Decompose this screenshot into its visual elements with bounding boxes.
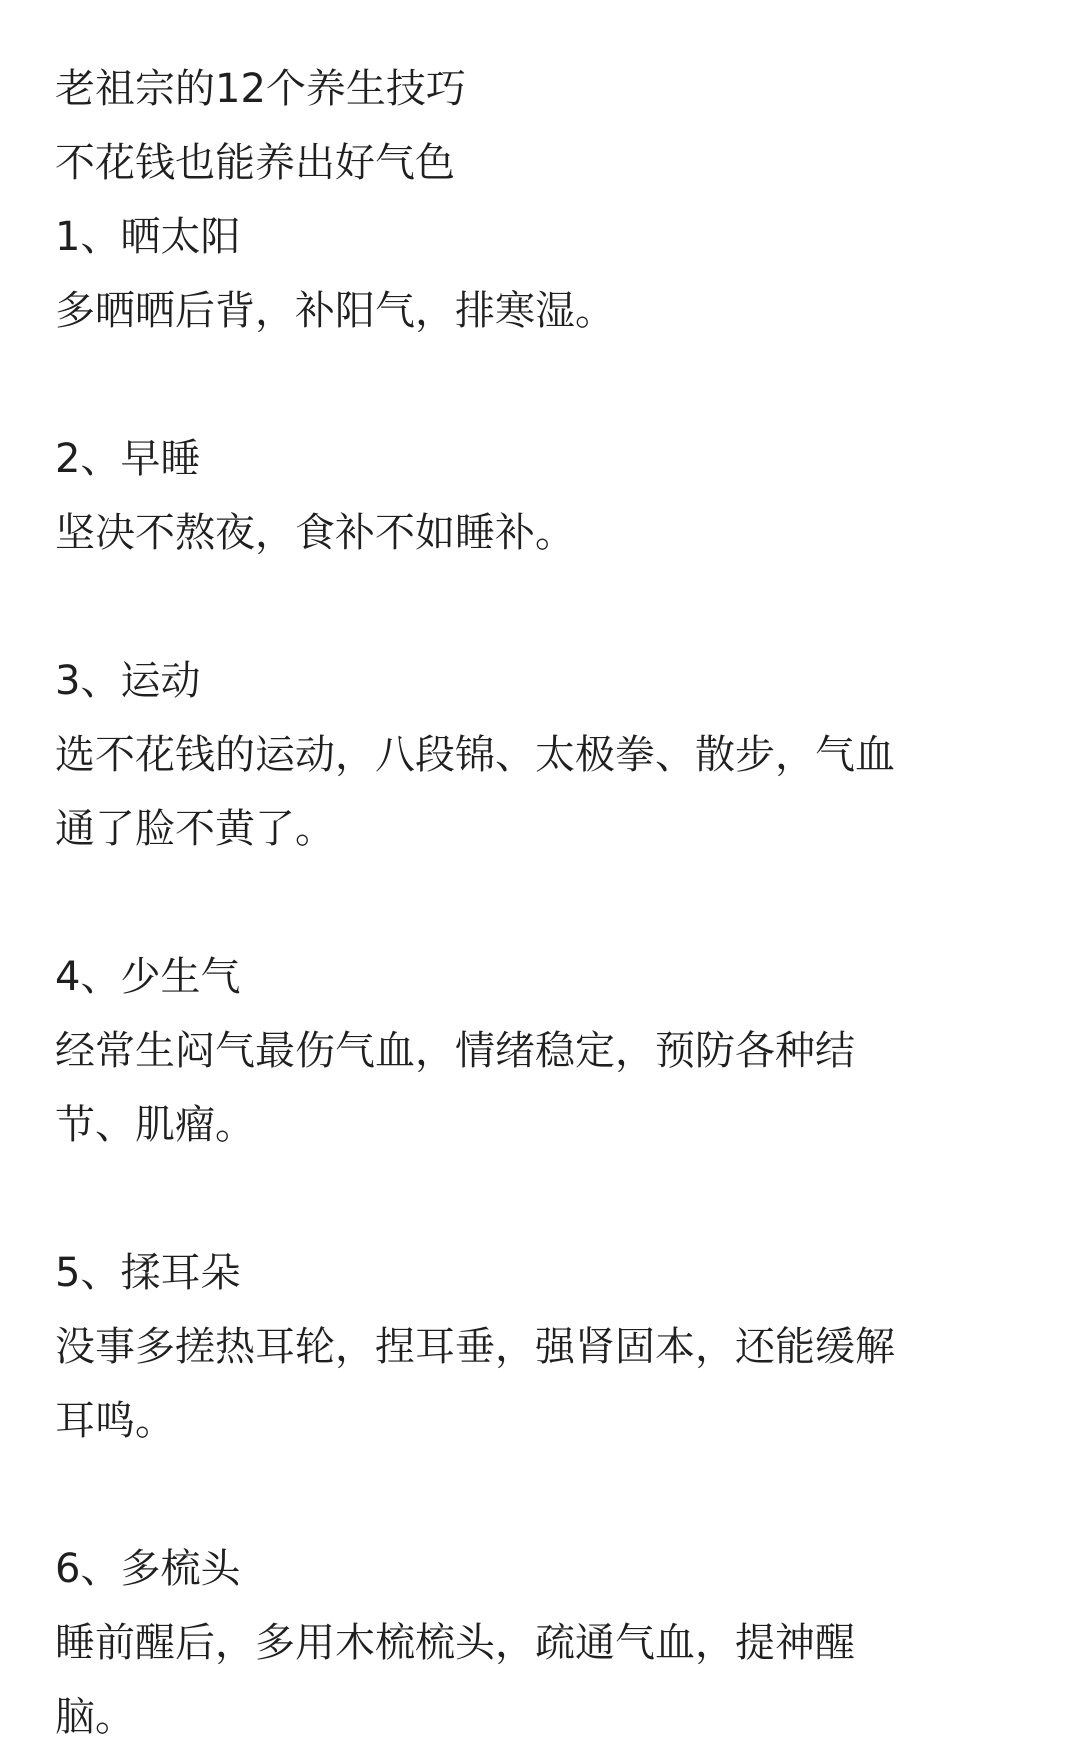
- tip-text: 多晒晒后背，补阳气，排寒湿。: [55, 288, 615, 334]
- tip-heading: 5、揉耳朵: [55, 1250, 241, 1296]
- tip-text: 没事多搓热耳轮，捏耳垂，强肾固本，还能缓解: [55, 1324, 895, 1370]
- tip-text: 坚决不熬夜，食补不如睡补。: [55, 510, 575, 556]
- article-subtitle: 不花钱也能养出好气色: [55, 140, 455, 186]
- tip-text: 睡前醒后，多用木梳梳头，疏通气血，提神醒: [55, 1620, 855, 1666]
- tip-text: 经常生闷气最伤气血，情绪稳定，预防各种结: [55, 1028, 855, 1074]
- tip-text: 耳鸣。: [55, 1398, 175, 1444]
- spacer: [55, 866, 1055, 940]
- tip-2: [55, 422, 1055, 570]
- article-header: [55, 52, 1055, 200]
- tip-text: 脑。: [55, 1694, 135, 1740]
- spacer: [55, 348, 1055, 422]
- tip-heading: 4、少生气: [55, 954, 241, 1000]
- tip-1: [55, 200, 1055, 348]
- article-body: [55, 0, 1055, 1754]
- tip-text: 节、肌瘤。: [55, 1102, 255, 1148]
- tip-heading: 2、早睡: [55, 436, 201, 482]
- tip-3: [55, 644, 1055, 866]
- tip-5: [55, 1236, 1055, 1458]
- spacer: [55, 1458, 1055, 1532]
- tip-heading: 6、多梳头: [55, 1546, 241, 1592]
- spacer: [55, 570, 1055, 644]
- tip-text: 通了脸不黄了。: [55, 806, 335, 852]
- tip-heading: 3、运动: [55, 658, 201, 704]
- article-title: 老祖宗的12个养生技巧: [55, 66, 466, 112]
- tip-6: [55, 1532, 1055, 1754]
- tip-text: 选不花钱的运动，八段锦、太极拳、散步，气血: [55, 732, 895, 778]
- spacer: [55, 1162, 1055, 1236]
- tip-heading: 1、晒太阳: [55, 214, 241, 260]
- tip-4: [55, 940, 1055, 1162]
